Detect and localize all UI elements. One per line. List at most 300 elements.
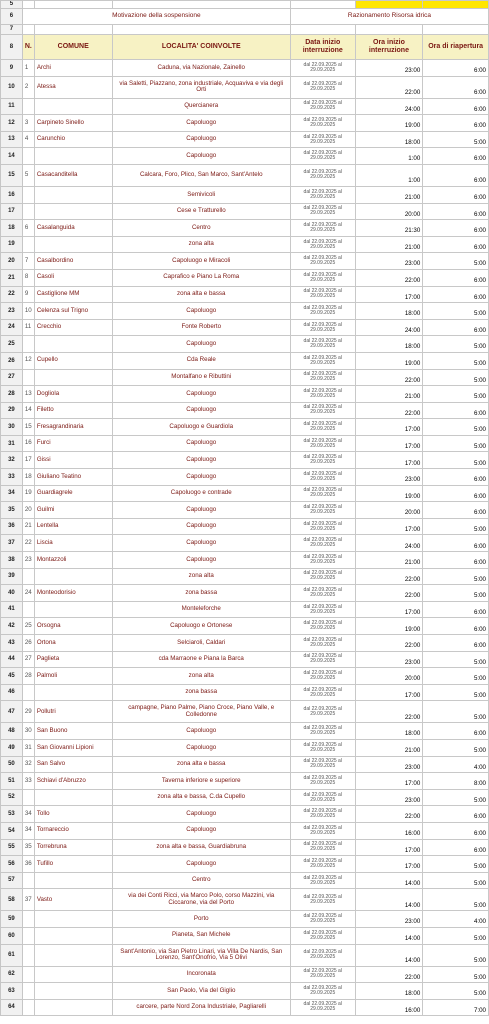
row-number[interactable]: 12 <box>1 115 23 132</box>
item-number-cell[interactable] <box>22 568 34 585</box>
reopen-time-cell[interactable]: 6:00 <box>423 286 489 303</box>
comune-cell[interactable]: Cupello <box>34 352 112 369</box>
reopen-time-cell[interactable]: 5:00 <box>423 253 489 270</box>
localita-cell[interactable]: zona alta e bassa, C.da Cupello <box>112 789 290 806</box>
item-number-cell[interactable] <box>22 186 34 203</box>
reopen-time-cell[interactable]: 5:00 <box>423 651 489 668</box>
localita-cell[interactable]: Centro <box>112 220 290 237</box>
start-time-cell[interactable]: 17:00 <box>355 419 423 436</box>
reopen-time-cell[interactable]: 5:00 <box>423 452 489 469</box>
date-range-cell[interactable]: dal 22.09.2025 al 29.09.2025 <box>290 115 355 132</box>
start-time-cell[interactable]: 21:00 <box>355 236 423 253</box>
start-time-cell[interactable]: 17:00 <box>355 286 423 303</box>
comune-cell[interactable]: Tollo <box>34 806 112 823</box>
row-number[interactable]: 59 <box>1 911 23 928</box>
comune-cell[interactable] <box>34 186 112 203</box>
start-time-cell[interactable]: 14:00 <box>355 944 423 966</box>
comune-cell[interactable] <box>34 789 112 806</box>
row-number[interactable]: 8 <box>1 35 23 60</box>
date-range-cell[interactable]: dal 22.09.2025 al 29.09.2025 <box>290 739 355 756</box>
reopen-time-cell[interactable]: 6:00 <box>423 98 489 115</box>
start-time-cell[interactable]: 17:00 <box>355 452 423 469</box>
start-time-cell[interactable]: 22:00 <box>355 402 423 419</box>
date-range-cell[interactable]: dal 22.09.2025 al 29.09.2025 <box>290 148 355 165</box>
item-number-cell[interactable] <box>22 98 34 115</box>
date-range-cell[interactable]: dal 22.09.2025 al 29.09.2025 <box>290 635 355 652</box>
reopen-time-cell[interactable]: 6:00 <box>423 402 489 419</box>
row-number[interactable]: 17 <box>1 203 23 220</box>
localita-cell[interactable]: Capoluogo e Miracoli <box>112 253 290 270</box>
item-number-cell[interactable] <box>22 203 34 220</box>
reopen-time-cell[interactable]: 5:00 <box>423 303 489 320</box>
comune-cell[interactable]: Lentella <box>34 518 112 535</box>
comune-cell[interactable]: San Salvo <box>34 756 112 773</box>
item-number-cell[interactable]: 21 <box>22 518 34 535</box>
highlighted-cell[interactable] <box>423 1 489 9</box>
start-time-cell[interactable]: 16:00 <box>355 999 423 1016</box>
start-time-cell[interactable]: 21:00 <box>355 186 423 203</box>
date-range-cell[interactable]: dal 22.09.2025 al 29.09.2025 <box>290 319 355 336</box>
row-number[interactable]: 11 <box>1 98 23 115</box>
row-number[interactable]: 62 <box>1 966 23 983</box>
localita-cell[interactable]: Capoluogo <box>112 336 290 353</box>
comune-cell[interactable]: Filetto <box>34 402 112 419</box>
comune-cell[interactable]: Palmoli <box>34 668 112 685</box>
reopen-time-cell[interactable]: 5:00 <box>423 789 489 806</box>
reopen-time-cell[interactable]: 6:00 <box>423 115 489 132</box>
date-range-cell[interactable]: dal 22.09.2025 al 29.09.2025 <box>290 220 355 237</box>
reopen-time-cell[interactable]: 6:00 <box>423 60 489 77</box>
row-number[interactable]: 51 <box>1 773 23 790</box>
row-number[interactable]: 60 <box>1 927 23 944</box>
row-number[interactable]: 18 <box>1 220 23 237</box>
start-time-cell[interactable]: 14:00 <box>355 872 423 889</box>
start-time-cell[interactable]: 24:00 <box>355 98 423 115</box>
row-number[interactable]: 48 <box>1 723 23 740</box>
date-range-cell[interactable]: dal 22.09.2025 al 29.09.2025 <box>290 927 355 944</box>
item-number-cell[interactable]: 22 <box>22 535 34 552</box>
reopen-time-cell[interactable]: 5:00 <box>423 856 489 873</box>
localita-cell[interactable]: Capoluogo <box>112 739 290 756</box>
row-number[interactable]: 25 <box>1 336 23 353</box>
start-time-cell[interactable]: 24:00 <box>355 319 423 336</box>
item-number-cell[interactable]: 16 <box>22 435 34 452</box>
localita-cell[interactable]: Capoluogo e Ortonese <box>112 618 290 635</box>
start-time-cell[interactable]: 17:00 <box>355 601 423 618</box>
comune-cell[interactable]: Montazzoli <box>34 552 112 569</box>
reopen-time-cell[interactable]: 6:00 <box>423 319 489 336</box>
start-time-cell[interactable]: 22:00 <box>355 568 423 585</box>
comune-cell[interactable]: Torrebruna <box>34 839 112 856</box>
row-number[interactable]: 21 <box>1 269 23 286</box>
localita-cell[interactable]: Selciaroli, Caldari <box>112 635 290 652</box>
reopen-time-cell[interactable]: 5:00 <box>423 889 489 911</box>
start-time-cell[interactable]: 19:00 <box>355 618 423 635</box>
item-number-cell[interactable] <box>22 369 34 386</box>
localita-cell[interactable]: zona alta <box>112 668 290 685</box>
start-time-cell[interactable]: 22:00 <box>355 369 423 386</box>
comune-cell[interactable]: Furci <box>34 435 112 452</box>
start-time-cell[interactable]: 23:00 <box>355 651 423 668</box>
row-number[interactable]: 20 <box>1 253 23 270</box>
comune-cell[interactable]: Giuliano Teatino <box>34 469 112 486</box>
start-time-cell[interactable]: 22:00 <box>355 76 423 98</box>
start-time-cell[interactable]: 18:00 <box>355 303 423 320</box>
reopen-time-cell[interactable]: 5:00 <box>423 386 489 403</box>
reopen-time-cell[interactable]: 6:00 <box>423 502 489 519</box>
date-range-cell[interactable]: dal 22.09.2025 al 29.09.2025 <box>290 806 355 823</box>
item-number-cell[interactable]: 24 <box>22 585 34 602</box>
row-number[interactable]: 63 <box>1 983 23 1000</box>
localita-cell[interactable]: Caduna, via Nazionale, Zainello <box>112 60 290 77</box>
item-number-cell[interactable]: 23 <box>22 552 34 569</box>
date-range-cell[interactable]: dal 22.09.2025 al 29.09.2025 <box>290 889 355 911</box>
localita-cell[interactable]: Capoluogo e contrade <box>112 485 290 502</box>
reopen-time-cell[interactable]: 4:00 <box>423 756 489 773</box>
row-number[interactable]: 52 <box>1 789 23 806</box>
reopen-time-cell[interactable]: 6:00 <box>423 839 489 856</box>
date-range-cell[interactable]: dal 22.09.2025 al 29.09.2025 <box>290 435 355 452</box>
reopen-time-cell[interactable]: 6:00 <box>423 469 489 486</box>
date-range-cell[interactable]: dal 22.09.2025 al 29.09.2025 <box>290 236 355 253</box>
item-number-cell[interactable] <box>22 872 34 889</box>
comune-cell[interactable] <box>34 236 112 253</box>
start-time-cell[interactable]: 21:00 <box>355 739 423 756</box>
date-range-cell[interactable]: dal 22.09.2025 al 29.09.2025 <box>290 618 355 635</box>
item-number-cell[interactable]: 31 <box>22 739 34 756</box>
reopen-time-cell[interactable]: 6:00 <box>423 269 489 286</box>
date-range-cell[interactable]: dal 22.09.2025 al 29.09.2025 <box>290 789 355 806</box>
localita-cell[interactable]: Fonte Roberto <box>112 319 290 336</box>
localita-cell[interactable]: Cda Reale <box>112 352 290 369</box>
start-time-cell[interactable]: 20:00 <box>355 668 423 685</box>
start-time-cell[interactable]: 20:00 <box>355 203 423 220</box>
localita-cell[interactable]: Centro <box>112 872 290 889</box>
date-range-cell[interactable]: dal 22.09.2025 al 29.09.2025 <box>290 568 355 585</box>
row-number[interactable]: 22 <box>1 286 23 303</box>
localita-cell[interactable]: zona bassa <box>112 585 290 602</box>
date-range-cell[interactable]: dal 22.09.2025 al 29.09.2025 <box>290 286 355 303</box>
item-number-cell[interactable]: 19 <box>22 485 34 502</box>
start-time-cell[interactable]: 24:00 <box>355 535 423 552</box>
item-number-cell[interactable]: 25 <box>22 618 34 635</box>
reopen-time-cell[interactable]: 5:00 <box>423 336 489 353</box>
comune-cell[interactable]: Casoli <box>34 269 112 286</box>
row-number[interactable]: 6 <box>1 9 23 25</box>
localita-cell[interactable]: Capoluogo <box>112 303 290 320</box>
date-range-cell[interactable]: dal 22.09.2025 al 29.09.2025 <box>290 651 355 668</box>
item-number-cell[interactable]: 33 <box>22 773 34 790</box>
header-localita[interactable]: LOCALITA' COINVOLTE <box>112 35 290 60</box>
start-time-cell[interactable]: 18:00 <box>355 723 423 740</box>
reopen-time-cell[interactable]: 5:00 <box>423 944 489 966</box>
localita-cell[interactable]: zona bassa <box>112 684 290 701</box>
row-number[interactable]: 39 <box>1 568 23 585</box>
item-number-cell[interactable]: 18 <box>22 469 34 486</box>
comune-cell[interactable]: Vasto <box>34 889 112 911</box>
localita-cell[interactable]: Capoluogo <box>112 386 290 403</box>
reopen-time-cell[interactable]: 5:00 <box>423 419 489 436</box>
start-time-cell[interactable]: 16:00 <box>355 822 423 839</box>
comune-cell[interactable] <box>34 369 112 386</box>
row-number[interactable]: 13 <box>1 131 23 148</box>
start-time-cell[interactable]: 1:00 <box>355 148 423 165</box>
item-number-cell[interactable] <box>22 944 34 966</box>
start-time-cell[interactable]: 23:00 <box>355 789 423 806</box>
localita-cell[interactable]: Capoluogo <box>112 806 290 823</box>
row-number[interactable]: 57 <box>1 872 23 889</box>
row-number[interactable]: 5 <box>1 1 23 9</box>
date-range-cell[interactable]: dal 22.09.2025 al 29.09.2025 <box>290 386 355 403</box>
localita-cell[interactable]: zona alta e bassa, Guardiabruna <box>112 839 290 856</box>
item-number-cell[interactable] <box>22 789 34 806</box>
comune-cell[interactable]: Orsogna <box>34 618 112 635</box>
comune-cell[interactable]: Pollutri <box>34 701 112 723</box>
start-time-cell[interactable]: 19:00 <box>355 485 423 502</box>
date-range-cell[interactable]: dal 22.09.2025 al 29.09.2025 <box>290 402 355 419</box>
date-range-cell[interactable]: dal 22.09.2025 al 29.09.2025 <box>290 303 355 320</box>
reopen-time-cell[interactable]: 6:00 <box>423 618 489 635</box>
comune-cell[interactable]: Casalanguida <box>34 220 112 237</box>
date-range-cell[interactable]: dal 22.09.2025 al 29.09.2025 <box>290 552 355 569</box>
reopen-time-cell[interactable]: 5:00 <box>423 684 489 701</box>
item-number-cell[interactable] <box>22 999 34 1016</box>
row-number[interactable]: 27 <box>1 369 23 386</box>
date-range-cell[interactable]: dal 22.09.2025 al 29.09.2025 <box>290 203 355 220</box>
comune-cell[interactable]: Guilmi <box>34 502 112 519</box>
item-number-cell[interactable]: 4 <box>22 131 34 148</box>
row-number[interactable]: 54 <box>1 822 23 839</box>
item-number-cell[interactable]: 26 <box>22 635 34 652</box>
item-number-cell[interactable]: 2 <box>22 76 34 98</box>
comune-cell[interactable]: Paglieta <box>34 651 112 668</box>
reopen-time-cell[interactable]: 6:00 <box>423 822 489 839</box>
date-range-cell[interactable]: dal 22.09.2025 al 29.09.2025 <box>290 60 355 77</box>
localita-cell[interactable]: Capoluogo <box>112 856 290 873</box>
reopen-time-cell[interactable]: 6:00 <box>423 220 489 237</box>
reopen-time-cell[interactable]: 6:00 <box>423 485 489 502</box>
item-number-cell[interactable]: 37 <box>22 889 34 911</box>
row-number[interactable]: 45 <box>1 668 23 685</box>
start-time-cell[interactable]: 17:00 <box>355 684 423 701</box>
item-number-cell[interactable]: 9 <box>22 286 34 303</box>
item-number-cell[interactable]: 7 <box>22 253 34 270</box>
start-time-cell[interactable]: 23:00 <box>355 911 423 928</box>
date-range-cell[interactable]: dal 22.09.2025 al 29.09.2025 <box>290 668 355 685</box>
start-time-cell[interactable]: 22:00 <box>355 966 423 983</box>
localita-cell[interactable]: Taverna inferiore e superiore <box>112 773 290 790</box>
reopen-time-cell[interactable]: 6:00 <box>423 806 489 823</box>
start-time-cell[interactable]: 23:00 <box>355 253 423 270</box>
comune-cell[interactable]: Celenza sul Trigno <box>34 303 112 320</box>
comune-cell[interactable]: Monteodorisio <box>34 585 112 602</box>
row-number[interactable]: 30 <box>1 419 23 436</box>
localita-cell[interactable]: Capoluogo <box>112 723 290 740</box>
row-number[interactable]: 37 <box>1 535 23 552</box>
date-range-cell[interactable]: dal 22.09.2025 al 29.09.2025 <box>290 601 355 618</box>
comune-cell[interactable]: San Giovanni Lipioni <box>34 739 112 756</box>
comune-cell[interactable]: Casacanditella <box>34 164 112 186</box>
localita-cell[interactable]: campagne, Piano Palme, Piano Croce, Piano Valle, e Colledonne <box>112 701 290 723</box>
localita-cell[interactable]: Calcara, Foro, Plico, San Marco, Sant'Antelo <box>112 164 290 186</box>
reopen-time-cell[interactable]: 5:00 <box>423 435 489 452</box>
comune-cell[interactable] <box>34 684 112 701</box>
reopen-time-cell[interactable]: 6:00 <box>423 601 489 618</box>
row-number[interactable]: 23 <box>1 303 23 320</box>
reopen-time-cell[interactable]: 5:00 <box>423 966 489 983</box>
header-data-inizio[interactable]: Data inizio interruzione <box>290 35 355 60</box>
comune-cell[interactable]: Crecchio <box>34 319 112 336</box>
reopen-time-cell[interactable]: 6:00 <box>423 236 489 253</box>
item-number-cell[interactable]: 10 <box>22 303 34 320</box>
localita-cell[interactable]: Monteleforche <box>112 601 290 618</box>
date-range-cell[interactable]: dal 22.09.2025 al 29.09.2025 <box>290 983 355 1000</box>
row-number[interactable]: 29 <box>1 402 23 419</box>
date-range-cell[interactable]: dal 22.09.2025 al 29.09.2025 <box>290 369 355 386</box>
row-number[interactable]: 19 <box>1 236 23 253</box>
date-range-cell[interactable]: dal 22.09.2025 al 29.09.2025 <box>290 839 355 856</box>
comune-cell[interactable]: Tufillo <box>34 856 112 873</box>
start-time-cell[interactable]: 19:00 <box>355 115 423 132</box>
start-time-cell[interactable]: 22:00 <box>355 701 423 723</box>
comune-cell[interactable]: Ortona <box>34 635 112 652</box>
row-number[interactable]: 55 <box>1 839 23 856</box>
reopen-time-cell[interactable]: 6:00 <box>423 164 489 186</box>
comune-cell[interactable]: Liscia <box>34 535 112 552</box>
comune-cell[interactable] <box>34 927 112 944</box>
item-number-cell[interactable]: 17 <box>22 452 34 469</box>
comune-cell[interactable] <box>34 944 112 966</box>
start-time-cell[interactable]: 17:00 <box>355 839 423 856</box>
reopen-time-cell[interactable]: 4:00 <box>423 911 489 928</box>
start-time-cell[interactable]: 17:00 <box>355 435 423 452</box>
localita-cell[interactable]: zona alta e bassa <box>112 756 290 773</box>
item-number-cell[interactable] <box>22 148 34 165</box>
reopen-time-cell[interactable]: 6:00 <box>423 535 489 552</box>
start-time-cell[interactable]: 14:00 <box>355 927 423 944</box>
row-number[interactable]: 14 <box>1 148 23 165</box>
item-number-cell[interactable]: 14 <box>22 402 34 419</box>
comune-cell[interactable] <box>34 999 112 1016</box>
row-number[interactable]: 35 <box>1 502 23 519</box>
date-range-cell[interactable]: dal 22.09.2025 al 29.09.2025 <box>290 131 355 148</box>
row-number[interactable]: 49 <box>1 739 23 756</box>
row-number[interactable]: 33 <box>1 469 23 486</box>
row-number[interactable]: 47 <box>1 701 23 723</box>
comune-cell[interactable] <box>34 568 112 585</box>
comune-cell[interactable]: Atessa <box>34 76 112 98</box>
localita-cell[interactable]: San Paolo, Via del Giglio <box>112 983 290 1000</box>
start-time-cell[interactable]: 21:30 <box>355 220 423 237</box>
item-number-cell[interactable]: 5 <box>22 164 34 186</box>
row-number[interactable]: 43 <box>1 635 23 652</box>
row-number[interactable]: 15 <box>1 164 23 186</box>
date-range-cell[interactable]: dal 22.09.2025 al 29.09.2025 <box>290 164 355 186</box>
reopen-time-cell[interactable]: 6:00 <box>423 635 489 652</box>
item-number-cell[interactable]: 1 <box>22 60 34 77</box>
comune-cell[interactable]: Castiglione MM <box>34 286 112 303</box>
header-ora-inizio[interactable]: Ora inizio interruzione <box>355 35 423 60</box>
reopen-time-cell[interactable]: 7:00 <box>423 999 489 1016</box>
localita-cell[interactable]: Capoluogo <box>112 148 290 165</box>
start-time-cell[interactable]: 18:00 <box>355 983 423 1000</box>
comune-cell[interactable]: Gissi <box>34 452 112 469</box>
localita-cell[interactable]: zona alta <box>112 568 290 585</box>
comune-cell[interactable] <box>34 911 112 928</box>
reopen-time-cell[interactable]: 6:00 <box>423 76 489 98</box>
date-range-cell[interactable]: dal 22.09.2025 al 29.09.2025 <box>290 822 355 839</box>
date-range-cell[interactable]: dal 22.09.2025 al 29.09.2025 <box>290 535 355 552</box>
row-number[interactable]: 41 <box>1 601 23 618</box>
comune-cell[interactable]: Archi <box>34 60 112 77</box>
localita-cell[interactable]: Incoronata <box>112 966 290 983</box>
reopen-time-cell[interactable]: 8:00 <box>423 773 489 790</box>
row-number[interactable]: 64 <box>1 999 23 1016</box>
item-number-cell[interactable]: 11 <box>22 319 34 336</box>
date-range-cell[interactable]: dal 22.09.2025 al 29.09.2025 <box>290 701 355 723</box>
item-number-cell[interactable] <box>22 966 34 983</box>
localita-cell[interactable]: Quercianera <box>112 98 290 115</box>
start-time-cell[interactable]: 17:00 <box>355 773 423 790</box>
start-time-cell[interactable]: 22:00 <box>355 585 423 602</box>
reopen-time-cell[interactable]: 5:00 <box>423 352 489 369</box>
row-number[interactable]: 58 <box>1 889 23 911</box>
item-number-cell[interactable] <box>22 336 34 353</box>
localita-cell[interactable]: cda Marraone e Piana la Barca <box>112 651 290 668</box>
localita-cell[interactable]: zona alta e bassa <box>112 286 290 303</box>
row-number[interactable]: 26 <box>1 352 23 369</box>
row-number[interactable]: 36 <box>1 518 23 535</box>
start-time-cell[interactable]: 17:00 <box>355 856 423 873</box>
date-range-cell[interactable]: dal 22.09.2025 al 29.09.2025 <box>290 98 355 115</box>
start-time-cell[interactable]: 23:00 <box>355 756 423 773</box>
comune-cell[interactable]: Fresagrandinaria <box>34 419 112 436</box>
localita-cell[interactable]: Porto <box>112 911 290 928</box>
comune-cell[interactable] <box>34 203 112 220</box>
item-number-cell[interactable]: 28 <box>22 668 34 685</box>
row-number[interactable]: 28 <box>1 386 23 403</box>
date-range-cell[interactable]: dal 22.09.2025 al 29.09.2025 <box>290 518 355 535</box>
row-number[interactable]: 38 <box>1 552 23 569</box>
localita-cell[interactable]: Capoluogo e Guardiola <box>112 419 290 436</box>
localita-cell[interactable]: zona alta <box>112 236 290 253</box>
header-comune[interactable]: COMUNE <box>34 35 112 60</box>
item-number-cell[interactable]: 13 <box>22 386 34 403</box>
start-time-cell[interactable]: 22:00 <box>355 635 423 652</box>
row-number[interactable]: 7 <box>1 25 23 35</box>
localita-cell[interactable]: Montalfano e Ributtini <box>112 369 290 386</box>
date-range-cell[interactable]: dal 22.09.2025 al 29.09.2025 <box>290 502 355 519</box>
localita-cell[interactable]: Sant'Antonio, via San Pietro Linari, via Villa De Nardis, San Lorenzo, Sant'Onofrio, Via 5 Olivi <box>112 944 290 966</box>
row-number[interactable]: 46 <box>1 684 23 701</box>
date-range-cell[interactable]: dal 22.09.2025 al 29.09.2025 <box>290 469 355 486</box>
row-number[interactable]: 42 <box>1 618 23 635</box>
reopen-time-cell[interactable]: 5:00 <box>423 131 489 148</box>
row-number[interactable]: 61 <box>1 944 23 966</box>
row-number[interactable]: 50 <box>1 756 23 773</box>
start-time-cell[interactable]: 18:00 <box>355 336 423 353</box>
row-number[interactable]: 56 <box>1 856 23 873</box>
date-range-cell[interactable]: dal 22.09.2025 al 29.09.2025 <box>290 352 355 369</box>
row-number[interactable]: 16 <box>1 186 23 203</box>
item-number-cell[interactable] <box>22 983 34 1000</box>
date-range-cell[interactable]: dal 22.09.2025 al 29.09.2025 <box>290 76 355 98</box>
date-range-cell[interactable]: dal 22.09.2025 al 29.09.2025 <box>290 773 355 790</box>
comune-cell[interactable] <box>34 601 112 618</box>
comune-cell[interactable] <box>34 872 112 889</box>
date-range-cell[interactable]: dal 22.09.2025 al 29.09.2025 <box>290 336 355 353</box>
comune-cell[interactable]: San Buono <box>34 723 112 740</box>
